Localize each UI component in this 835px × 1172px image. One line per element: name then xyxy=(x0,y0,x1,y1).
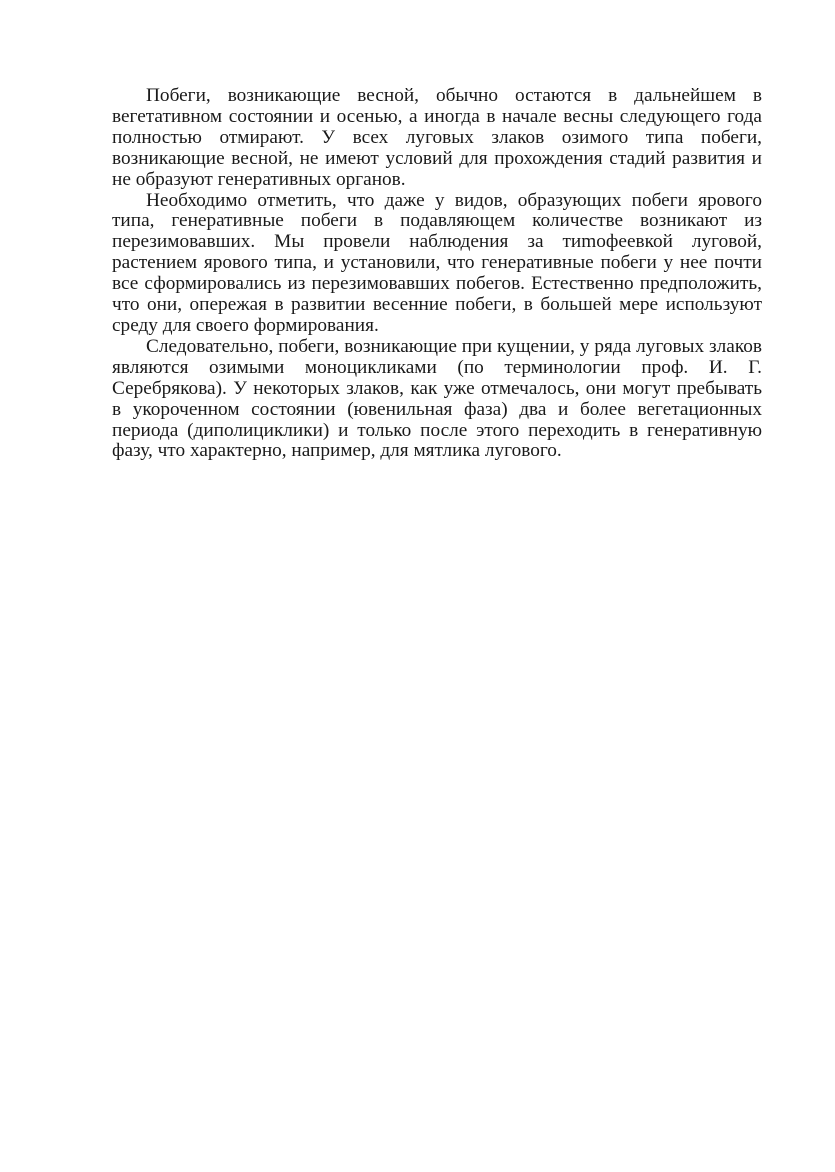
body-text xyxy=(112,86,762,462)
paragraph-3: Следовательно, побеги, возникающие при кущении, у ряда луговых злаков являются озимыми моноцикликами (по терминологии проф. И. Г. Серебрякова). У некоторых злаков, как уже отмечалось, они могут пребывать в укороченном состоянии (ювенильная фаза) два и более вегетационных периода (диполициклики) и только после этого переходить в генеративную фазу, что характерно, например, для мятлика лугового. xyxy=(112,335,762,462)
paragraph-1: Побеги, возникающие весной, обычно остаются в дальнейшем в вегетативном состоянии и осенью, а иногда в начале весны следующего года полностью отмирают. У всех луговых злаков озимого типа побеги, возникающие весной, не имеют условий для прохождения стадий развития и не образуют генеративных органов. xyxy=(112,85,762,190)
paragraph-2: Необходимо отметить, что даже у видов, образующих побеги ярового типа, генеративные побеги в подавляющем количестве возникают из перезимовавших. Мы провели наблюдения за тиmофеевкой луговой, растением ярового типа, и установили, что генеративные побеги у нее почти все сформировались из перезимовавших побегов. Естественно предположить, что они, опережая в развитии весенние побеги, в большей мере используют среду для своего формирования. xyxy=(112,189,762,336)
